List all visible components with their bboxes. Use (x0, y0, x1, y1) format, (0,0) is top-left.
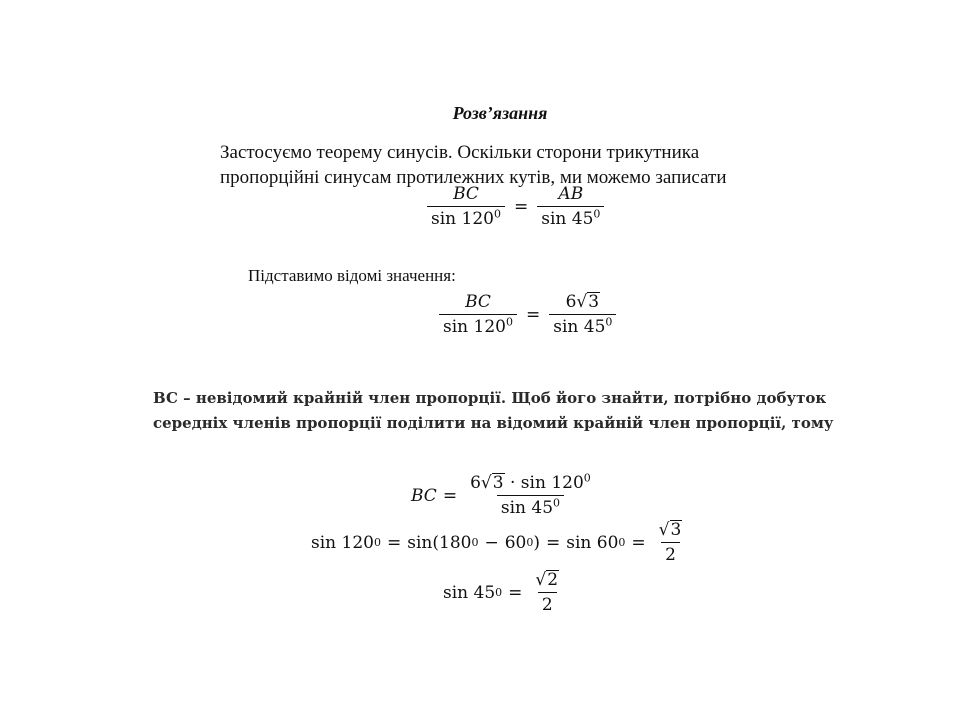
numerator: 6 √ 3 · $\sin 120^0$ (470, 471, 591, 494)
equals-sign: = (508, 582, 523, 603)
numerator: AB (558, 184, 584, 204)
fraction-bc-result (466, 473, 595, 518)
numerator: BC (453, 184, 479, 204)
denominator: $\sin 45^0$ (549, 314, 616, 337)
intro-line-1: Застосуємо теорему синусів. Оскільки сторони трикутника (220, 142, 700, 163)
explanation-paragraph (153, 386, 853, 436)
fraction-6sqrt3-sin45 (549, 292, 616, 337)
equals-sign: = (513, 196, 529, 217)
fraction-bc-sin120 (439, 292, 517, 337)
intro-paragraph (220, 140, 780, 190)
substitute-paragraph: Підставимо відомі значення: (248, 266, 456, 285)
intro-line-2: пропорційні синусам протилежних кутів, ми можемо записати (220, 167, 727, 188)
substituted-equation (436, 292, 619, 337)
denominator: $\sin 45^0$ (497, 495, 564, 518)
fraction-sqrt2-2 (531, 570, 563, 615)
fraction-sqrt3-2 (655, 520, 687, 565)
explanation-line-1: BC – невідомий крайній член пропорції. Щоб його знайти, потрібно добуток (153, 389, 827, 407)
sqrt: √ 3 (480, 473, 504, 494)
equals-sign: = (386, 532, 402, 553)
bc-variable: BC (411, 485, 437, 506)
denominator: $\sin 120^0$ (439, 314, 517, 337)
sqrt: √ 2 (535, 570, 559, 591)
sqrt: √ 3 (658, 520, 682, 541)
sine-law-equation (424, 184, 607, 229)
sqrt: √ 3 (576, 292, 600, 313)
denominator: $\sin 45^0$ (537, 206, 604, 229)
denominator: 2 (538, 592, 557, 615)
explanation-line-2: середніх членів пропорції поділити на відомий крайній член пропорції, тому (153, 414, 834, 432)
solution-title: Розв’язання (452, 103, 548, 123)
equals-sign: = (525, 304, 541, 325)
equals-sign: = (631, 532, 646, 553)
numerator: BC (465, 292, 491, 312)
bc-formula (411, 473, 598, 518)
numerator (655, 520, 687, 542)
sin45-equation: sin 45 0 = √ 2 2 (443, 570, 566, 615)
numerator (531, 570, 563, 592)
sin120-equation: sin 120 0 = sin ( 180 0 − 60 0 ) = sin 60 0 = √ 3 2 (311, 520, 689, 565)
fraction-bc-sin120 (427, 184, 505, 229)
denominator: $\sin 120^0$ (427, 206, 505, 229)
numerator: 6 √ 3 (565, 292, 600, 313)
fraction-ab-sin45 (537, 184, 604, 229)
equals-sign: = (442, 485, 458, 506)
minus-sign: − (484, 532, 499, 553)
denominator: 2 (661, 542, 680, 565)
equals-sign: = (545, 532, 561, 553)
